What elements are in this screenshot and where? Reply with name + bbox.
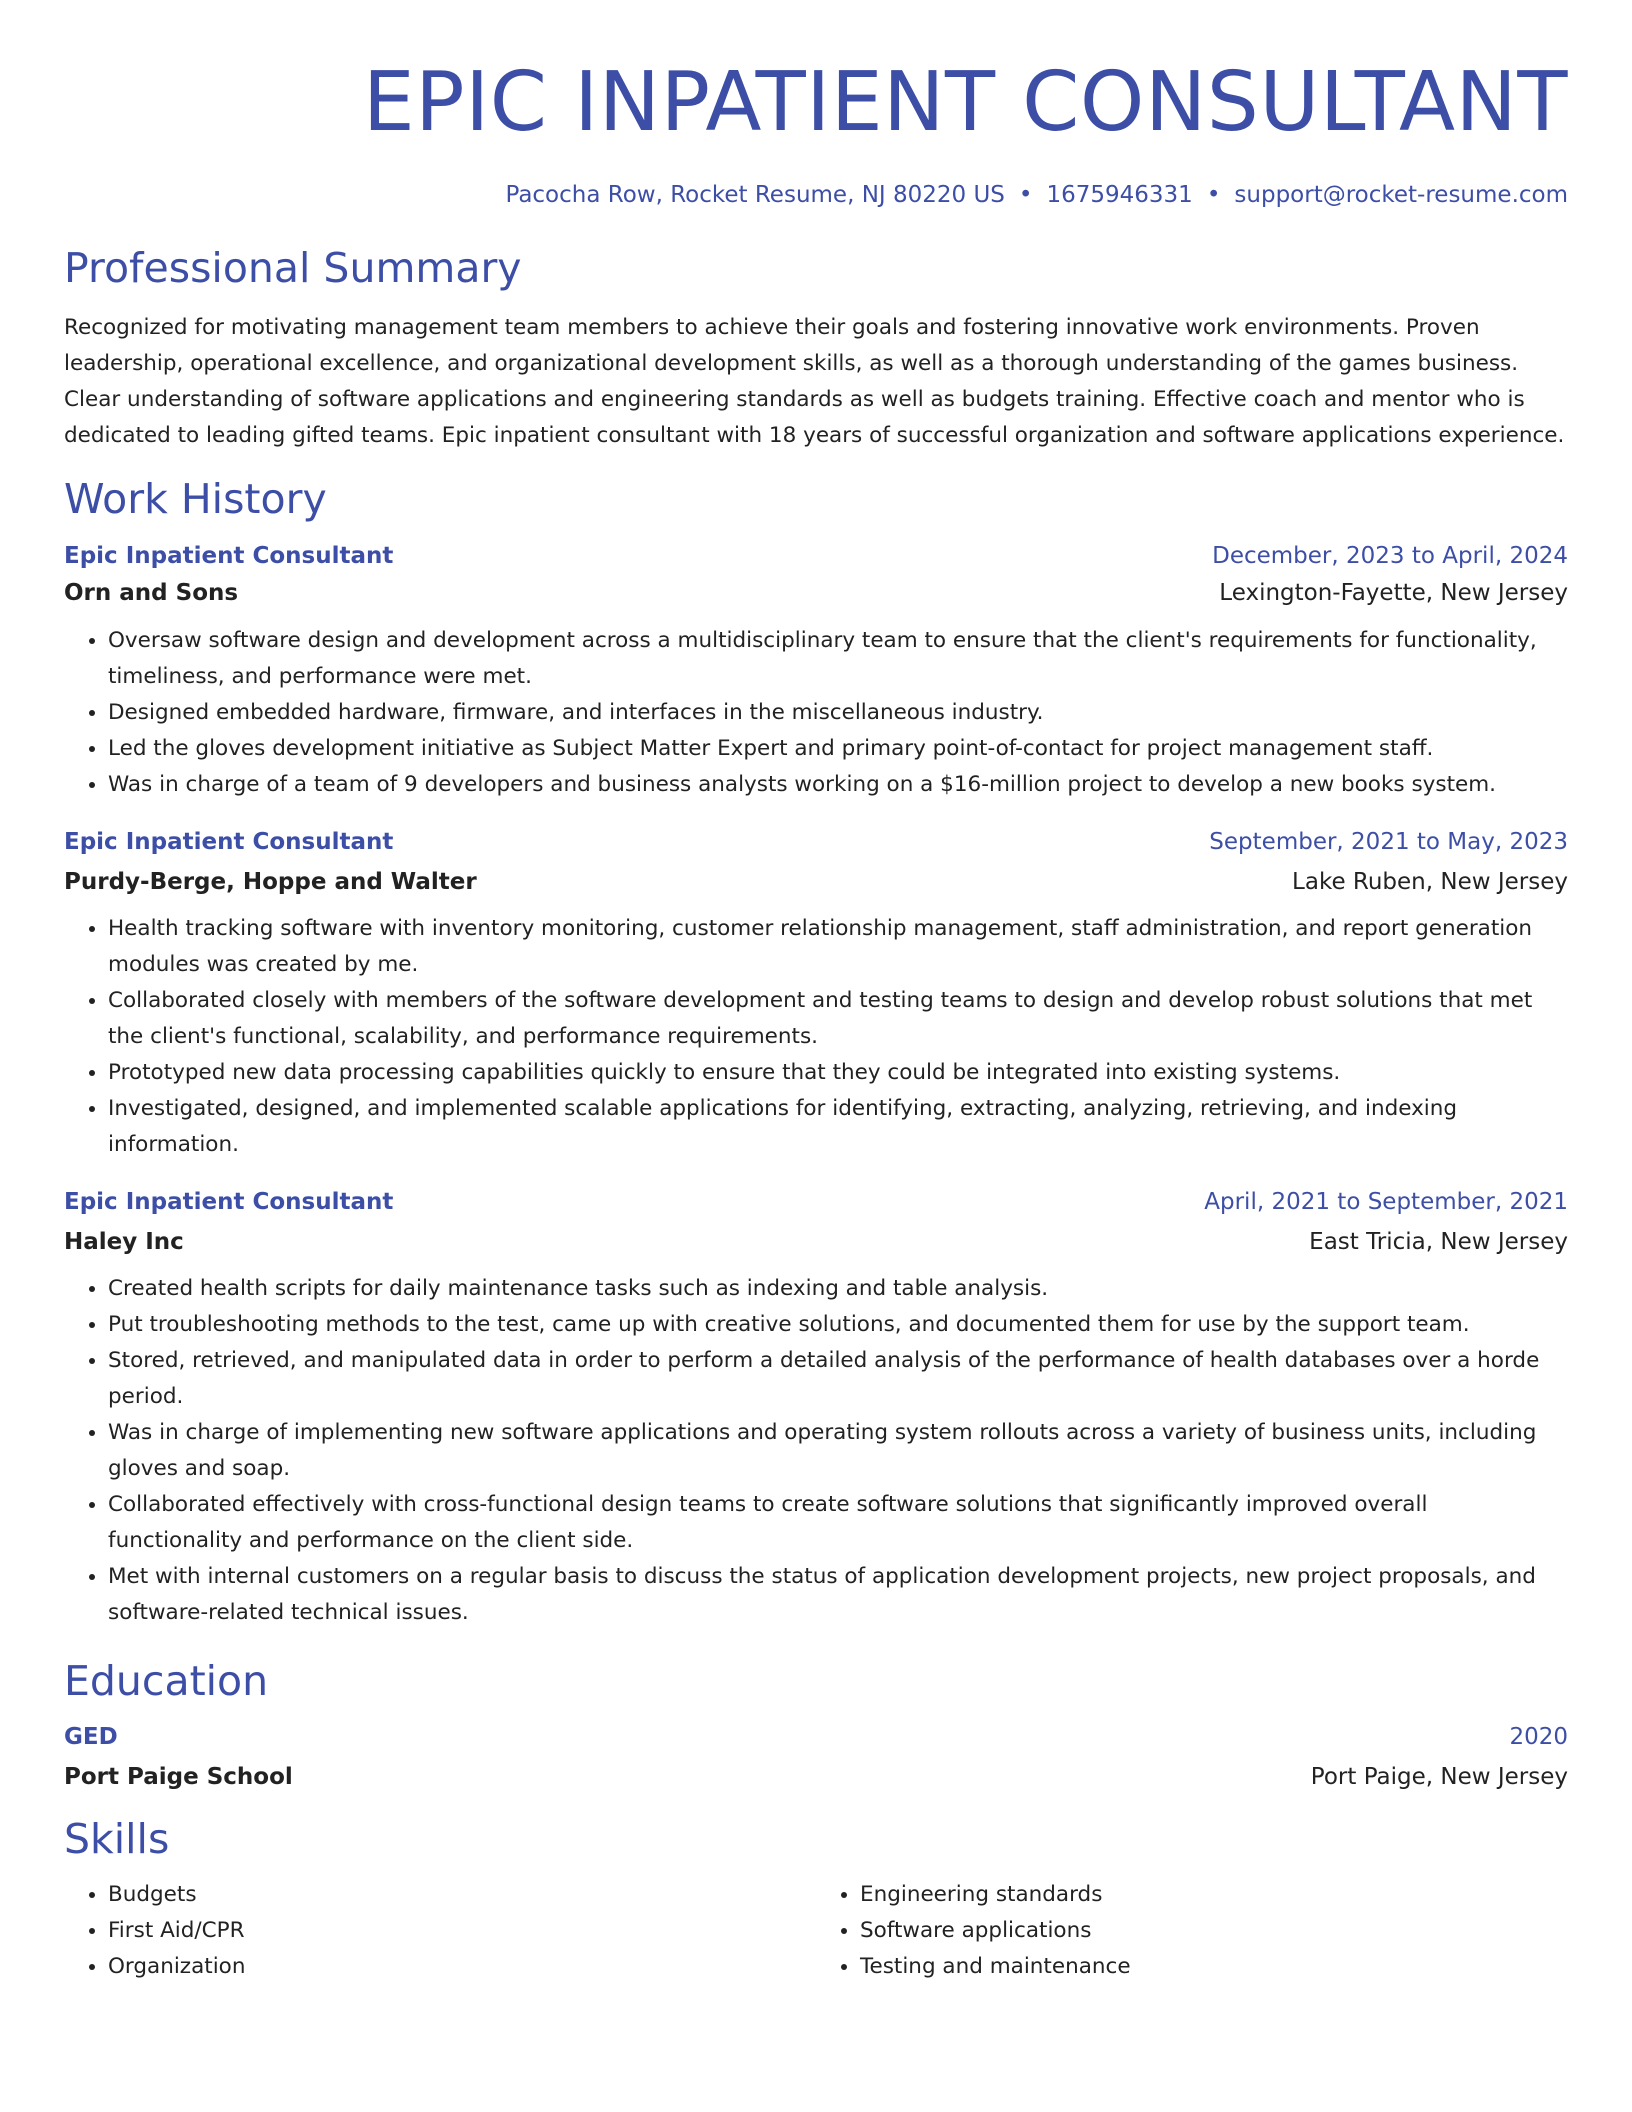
job-location: Lexington-Fayette, New Jersey: [1219, 580, 1568, 606]
skill-item: • First Aid/CPR: [108, 1913, 816, 1949]
job-bullets: [64, 1271, 1568, 1631]
job-company: Haley Inc: [64, 1229, 184, 1255]
job-title: Epic Inpatient Consultant: [64, 543, 394, 569]
candidate-name: EPIC INPATIENT CONSULTANT: [362, 55, 1568, 150]
job-header: [64, 831, 1568, 854]
contact-email: support@rocket-resume.com: [1234, 182, 1568, 208]
skills-column-left: [64, 1877, 816, 1985]
contact-phone: 1675946331: [1046, 182, 1193, 208]
job-location: East Tricia, New Jersey: [1309, 1229, 1568, 1255]
skill-item: • Budgets: [108, 1877, 816, 1913]
list-item: • Put troubleshooting methods to the test, came up with creative solutions, and documented them for use by the support team.: [108, 1307, 1568, 1343]
education-degree: GED: [64, 1724, 118, 1750]
section-title-work-history: Work History: [64, 475, 327, 523]
contact-address: Pacocha Row, Rocket Resume, NJ 80220 US: [505, 182, 1005, 208]
contact-separator: •: [1206, 182, 1221, 208]
job-entry: [64, 1191, 1568, 1631]
skills-list: [64, 1877, 1568, 1985]
list-item: • Collaborated closely with members of the software development and testing teams to design and develop robust solutions that met the client's functional, scalability, and performance requirements.: [108, 983, 1568, 1055]
list-item: • Collaborated effectively with cross-functional design teams to create software solutions that significantly improved overall functionality and performance on the client side.: [108, 1487, 1568, 1559]
education-entry: [64, 1726, 1568, 1789]
job-entry: [64, 545, 1568, 803]
job-company: Purdy-Berge, Hoppe and Walter: [64, 869, 477, 895]
section-title-education: Education: [64, 1657, 269, 1705]
section-title-skills: Skills: [64, 1815, 170, 1863]
list-item: • Investigated, designed, and implemented scalable applications for identifying, extracting, analyzing, retrieving, and indexing information.: [108, 1091, 1568, 1163]
job-subheader: [64, 1231, 1568, 1254]
education-location: Port Paige, New Jersey: [1310, 1764, 1568, 1790]
list-item: • Led the gloves development initiative as Subject Matter Expert and primary point-of-contact for project management staff.: [108, 731, 1568, 767]
contact-separator: •: [1018, 182, 1033, 208]
list-item: • Was in charge of a team of 9 developers and business analysts working on a $16-million project to develop a new books system.: [108, 767, 1568, 803]
list-item: • Created health scripts for daily maintenance tasks such as indexing and table analysis.: [108, 1271, 1568, 1307]
skill-item: • Organization: [108, 1949, 816, 1985]
job-dates: September, 2021 to May, 2023: [1209, 829, 1568, 855]
job-subheader: [64, 871, 1568, 894]
job-dates: December, 2023 to April, 2024: [1212, 543, 1568, 569]
job-location: Lake Ruben, New Jersey: [1292, 869, 1568, 895]
list-item: • Health tracking software with inventory monitoring, customer relationship management, staff administration, and report generation modules was created by me.: [108, 911, 1568, 983]
list-item: • Prototyped new data processing capabilities quickly to ensure that they could be integrated into existing systems.: [108, 1055, 1568, 1091]
job-bullets: [64, 623, 1568, 803]
job-company: Orn and Sons: [64, 580, 239, 606]
list-item: • Met with internal customers on a regular basis to discuss the status of application development projects, new project proposals, and software-related technical issues.: [108, 1559, 1568, 1631]
list-item: • Oversaw software design and development across a multidisciplinary team to ensure that the client's requirements for functionality, timeliness, and performance were met.: [108, 623, 1568, 695]
section-title-summary: Professional Summary: [64, 244, 522, 292]
contact-line: [64, 184, 1568, 207]
skill-item: • Testing and maintenance: [860, 1949, 1568, 1985]
job-header: [64, 545, 1568, 568]
skills-column-right: [816, 1877, 1568, 1985]
summary-text: Recognized for motivating management team members to achieve their goals and fostering innovative work environments. Proven leadership, operational excellence, and organizational development skills, as well as a thorough understanding of the games business. Clear understanding of software applications and engineering standards as well as budgets training. Effective coach and mentor who is dedicated to leading gifted teams. Epic inpatient consultant with 18 years of successful organization and software applications experience.: [64, 315, 1565, 448]
skill-item: • Software applications: [860, 1913, 1568, 1949]
list-item: • Designed embedded hardware, firmware, and interfaces in the miscellaneous industry.: [108, 695, 1568, 731]
skill-item: • Engineering standards: [860, 1877, 1568, 1913]
list-item: • Stored, retrieved, and manipulated data in order to perform a detailed analysis of the performance of health databases over a horde period.: [108, 1343, 1568, 1415]
education-subheader: [64, 1766, 1568, 1789]
job-entry: [64, 831, 1568, 1163]
list-item: • Was in charge of implementing new software applications and operating system rollouts across a variety of business units, including gloves and soap.: [108, 1415, 1568, 1487]
job-dates: April, 2021 to September, 2021: [1204, 1189, 1568, 1215]
education-header: [64, 1726, 1568, 1749]
job-header: [64, 1191, 1568, 1214]
job-subheader: [64, 582, 1568, 605]
education-year: 2020: [1509, 1724, 1568, 1750]
job-title: Epic Inpatient Consultant: [64, 1189, 394, 1215]
job-title: Epic Inpatient Consultant: [64, 829, 394, 855]
education-school: Port Paige School: [64, 1764, 293, 1790]
job-bullets: [64, 911, 1568, 1163]
